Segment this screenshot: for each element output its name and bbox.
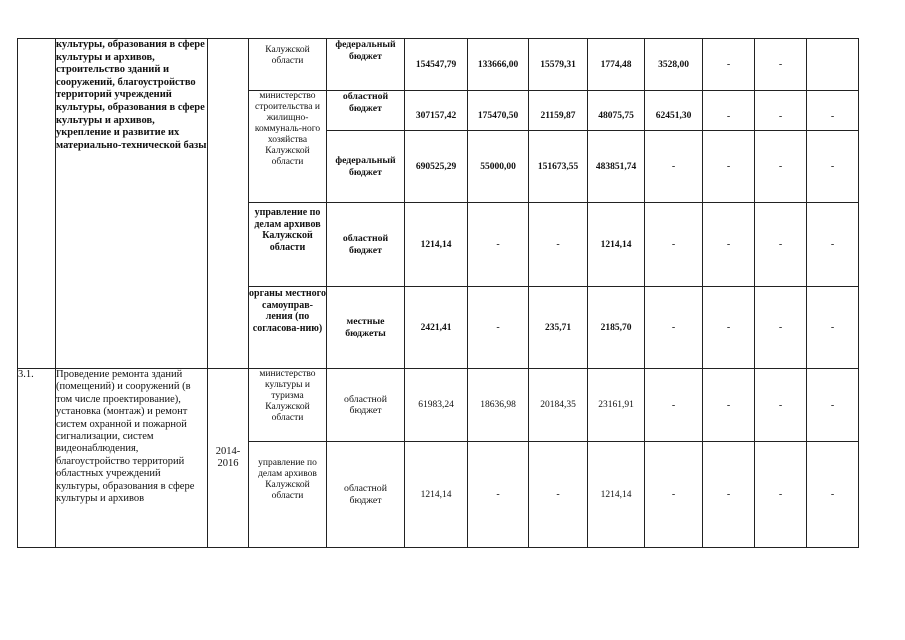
value-cell: -: [703, 131, 755, 203]
value-cell: 15579,31: [529, 39, 588, 91]
value-cell: -: [807, 442, 859, 548]
funding-source: областной бюджет: [327, 91, 405, 131]
value-cell: -: [755, 369, 807, 442]
value-cell: -: [703, 91, 755, 131]
value-cell: -: [703, 442, 755, 548]
value-cell: 1214,14: [588, 442, 645, 548]
value-cell: -: [468, 203, 529, 287]
table-row: [18, 39, 859, 91]
funding-source: областной бюджет: [327, 442, 405, 548]
executor: министерство культуры и туризма Калужской области: [249, 369, 327, 442]
funding-source: местные бюджеты: [327, 287, 405, 369]
value-cell: -: [755, 91, 807, 131]
value-cell: 55000,00: [468, 131, 529, 203]
value-cell: -: [529, 442, 588, 548]
value-cell: -: [755, 203, 807, 287]
value-cell: 2421,41: [405, 287, 468, 369]
row-number: 3.1.: [18, 369, 56, 548]
executor: Калужской области: [249, 39, 327, 91]
value-cell: 21159,87: [529, 91, 588, 131]
value-cell: -: [645, 369, 703, 442]
value-cell: -: [807, 287, 859, 369]
value-cell: 235,71: [529, 287, 588, 369]
budget-table: [17, 38, 859, 548]
value-cell: -: [755, 39, 807, 91]
value-cell: 1214,14: [405, 442, 468, 548]
term-cell: [208, 39, 249, 369]
funding-source: федеральный бюджет: [327, 39, 405, 91]
value-cell: -: [645, 203, 703, 287]
value-cell: 175470,50: [468, 91, 529, 131]
executor: министерство строительства и жилищно-коммуналь-ного хозяйства Калужской области: [249, 91, 327, 203]
activity-name: культуры, образования в сфере культуры и архивов, строительство зданий и сооружений, благоустройство территорий учреждений культуры, образования в сфере культуры и архивов, укрепление и развитие их материально-технической базы: [56, 39, 208, 369]
value-cell: 1214,14: [588, 203, 645, 287]
value-cell: 690525,29: [405, 131, 468, 203]
value-cell: -: [755, 442, 807, 548]
value-cell: 154547,79: [405, 39, 468, 91]
funding-source: областной бюджет: [327, 203, 405, 287]
value-cell: 23161,91: [588, 369, 645, 442]
value-cell: 1214,14: [405, 203, 468, 287]
value-cell: 48075,75: [588, 91, 645, 131]
value-cell: -: [703, 39, 755, 91]
funding-source: федеральный бюджет: [327, 131, 405, 203]
funding-source: областной бюджет: [327, 369, 405, 442]
value-cell: -: [468, 287, 529, 369]
value-cell: 307157,42: [405, 91, 468, 131]
value-cell: -: [645, 442, 703, 548]
value-cell: 2185,70: [588, 287, 645, 369]
value-cell: -: [807, 91, 859, 131]
value-cell: 1774,48: [588, 39, 645, 91]
value-cell: 483851,74: [588, 131, 645, 203]
executor: органы местного самоуправ-ления (по согласова-нию): [249, 287, 327, 369]
value-cell: -: [807, 203, 859, 287]
value-cell: -: [645, 131, 703, 203]
value-cell: 62451,30: [645, 91, 703, 131]
row-number-cell: [18, 39, 56, 369]
value-cell: -: [468, 442, 529, 548]
value-cell: -: [807, 131, 859, 203]
value-cell: -: [807, 369, 859, 442]
value-cell: -: [645, 287, 703, 369]
value-cell: -: [755, 287, 807, 369]
value-cell: 3528,00: [645, 39, 703, 91]
value-cell: 18636,98: [468, 369, 529, 442]
executor: управление по делам архивов Калужской области: [249, 442, 327, 548]
table-row: [18, 369, 859, 442]
activity-name: Проведение ремонта зданий (помещений) и сооружений (в том числе проектирование), установка (монтаж) и ремонт систем охранной и пожарной сигнализации, систем видеонаблюдения, благоустройство территорий областных учреждений культуры, образования в сфере культуры и архивов: [56, 369, 208, 548]
term-years: 2014-2016: [208, 369, 249, 548]
value-cell: 20184,35: [529, 369, 588, 442]
executor: управление по делам архивов Калужской области: [249, 203, 327, 287]
value-cell: -: [755, 131, 807, 203]
value-cell: -: [529, 203, 588, 287]
value-cell: -: [703, 203, 755, 287]
value-cell: -: [703, 287, 755, 369]
value-cell: 61983,24: [405, 369, 468, 442]
value-cell: 151673,55: [529, 131, 588, 203]
value-cell: 133666,00: [468, 39, 529, 91]
value-cell: [807, 39, 859, 91]
value-cell: -: [703, 369, 755, 442]
